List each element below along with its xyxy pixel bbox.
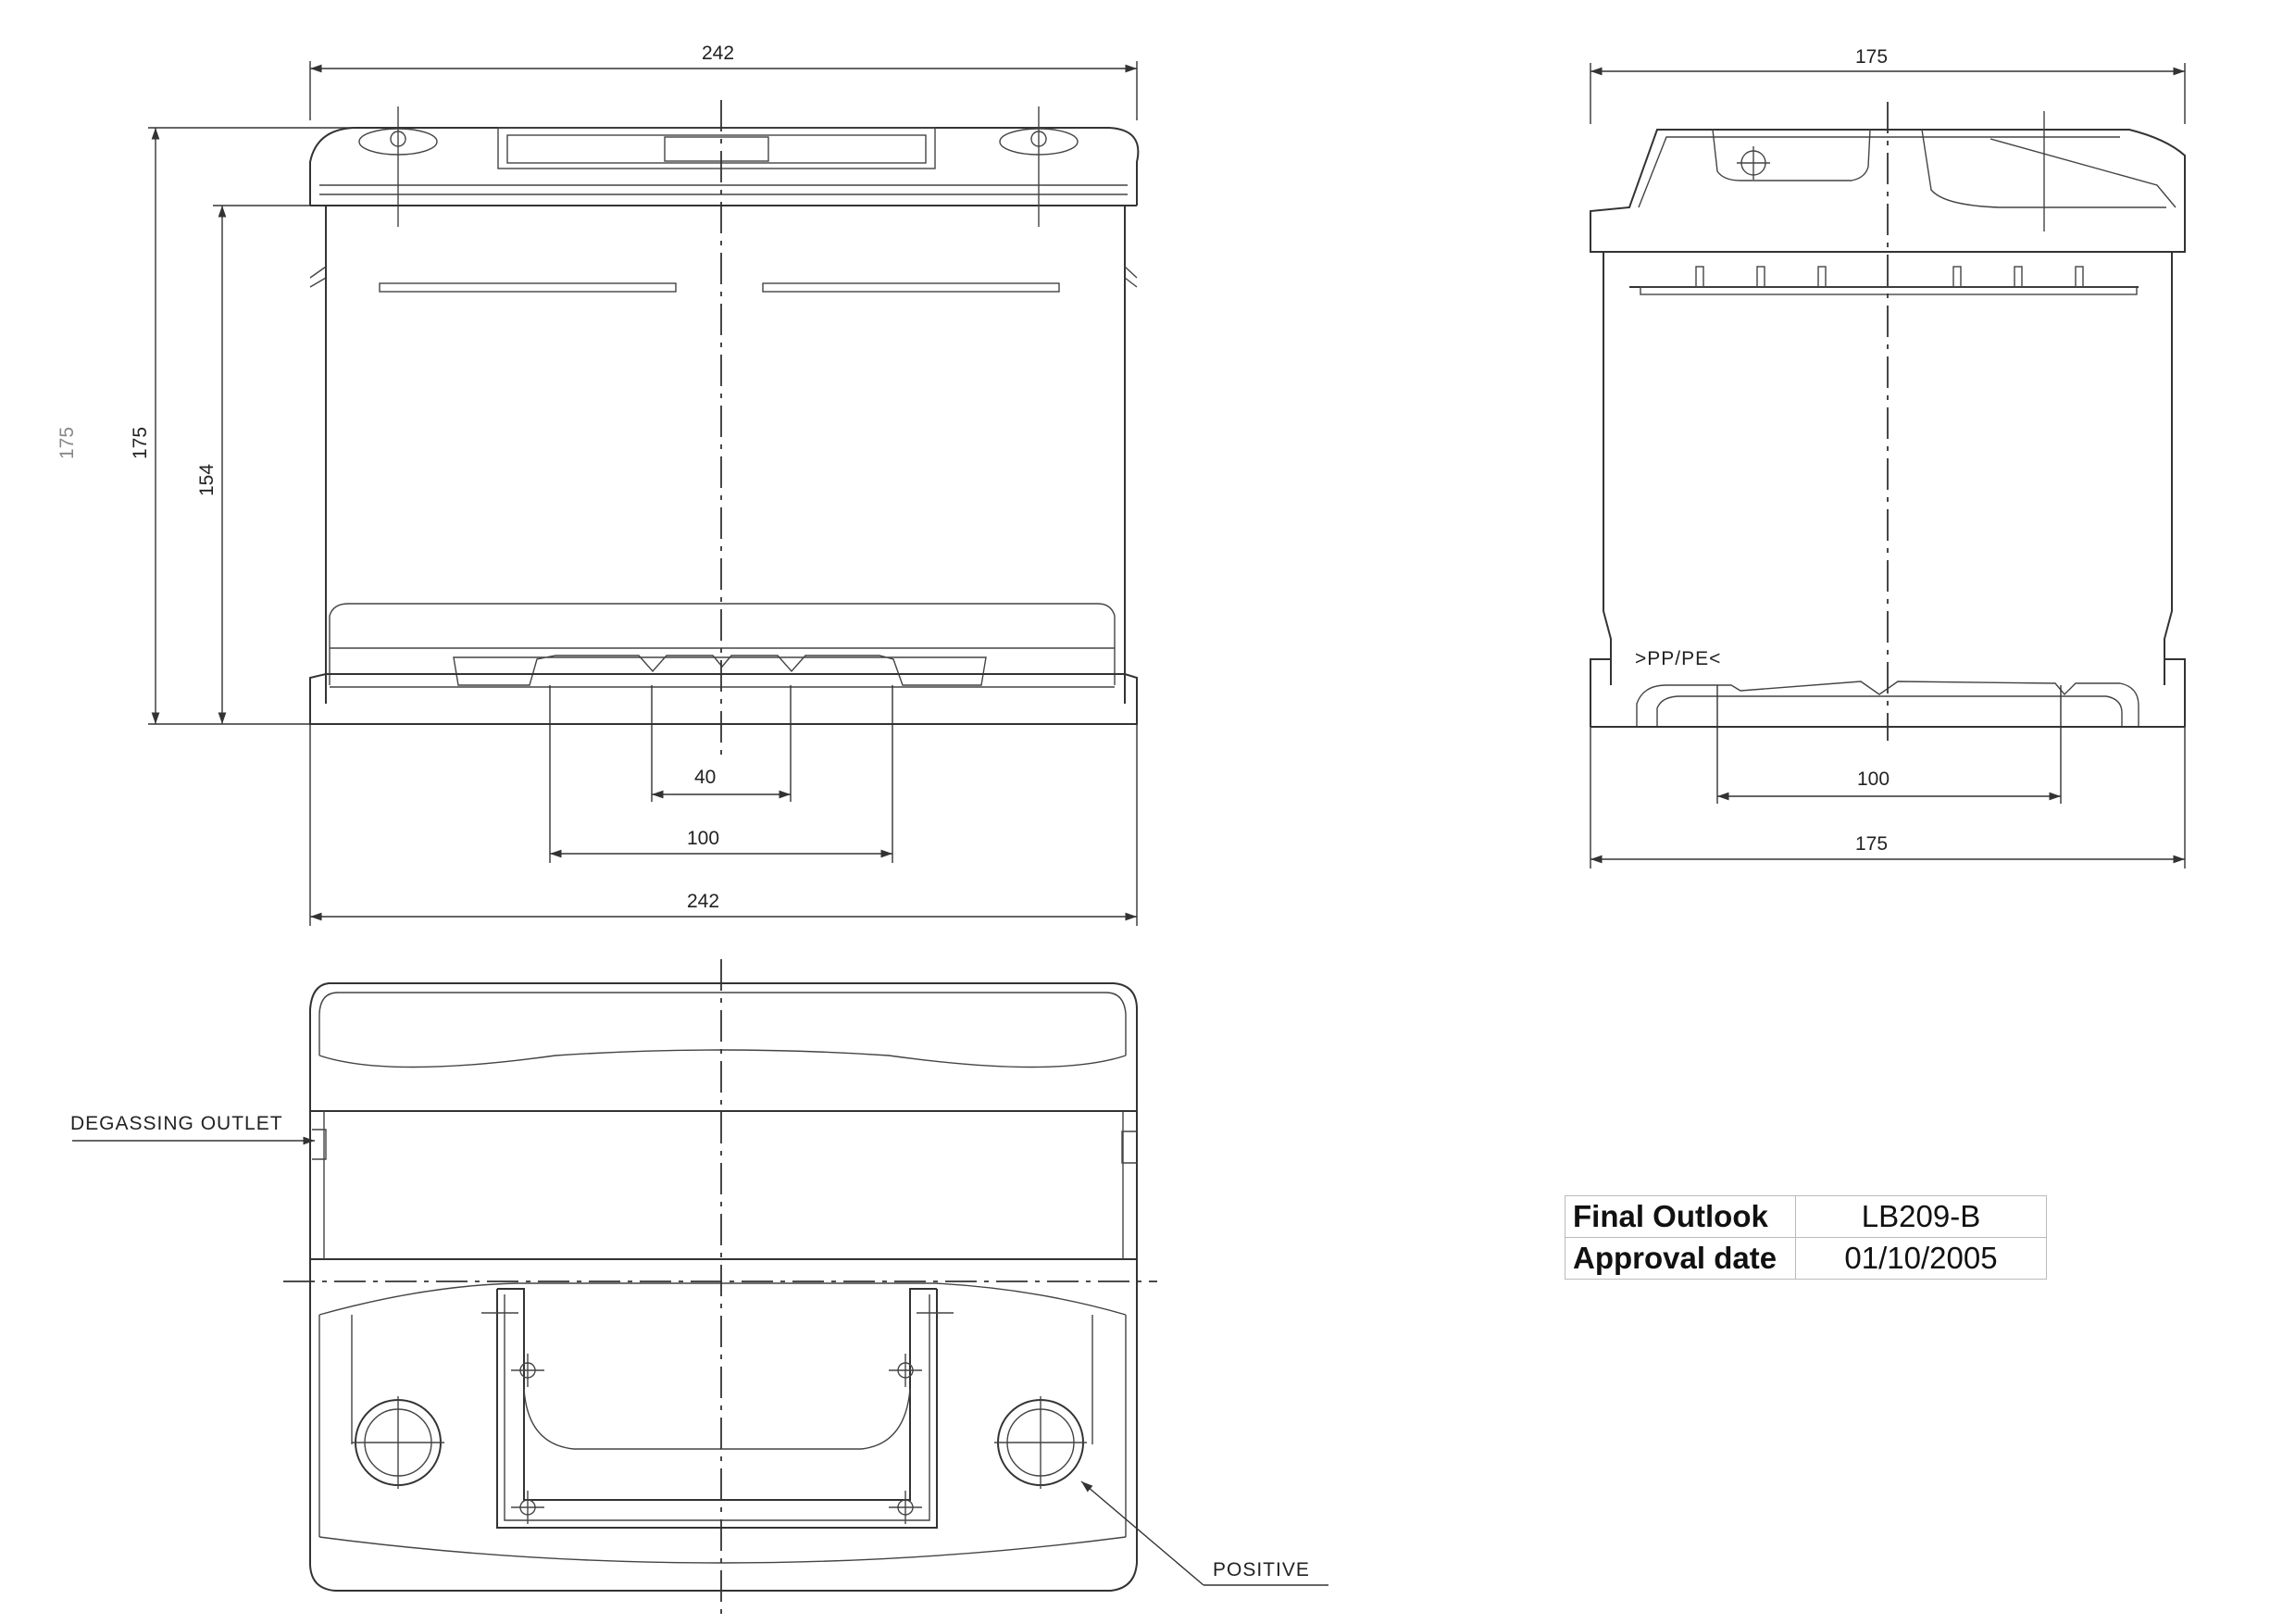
front-terminal-left — [359, 106, 437, 227]
front-dim-case-height: 154 — [196, 463, 218, 496]
degassing-outlet-label: DEGASSING OUTLET — [70, 1113, 283, 1134]
side-dim-spacing: 100 — [1857, 768, 1890, 790]
side-dim-top-width: 175 — [1855, 46, 1889, 68]
front-dim-total-height: 175 — [130, 426, 151, 459]
top-view — [70, 959, 1328, 1618]
front-dim-spacing-large: 100 — [687, 828, 720, 849]
side-dim-bottom-width: 175 — [1855, 833, 1889, 855]
approval-date-value: 01/10/2005 — [1796, 1238, 2047, 1280]
front-rib-right — [763, 283, 1059, 292]
table-row — [1565, 1238, 2047, 1280]
front-terminal-right — [1000, 106, 1078, 227]
table-row — [1565, 1196, 2047, 1238]
side-view — [1590, 46, 2185, 868]
front-view — [56, 43, 1138, 926]
front-rib-left — [380, 283, 676, 292]
side-ribs — [1696, 267, 2083, 287]
front-case — [326, 206, 1125, 704]
top-handle — [497, 1289, 937, 1528]
front-dim-bottom-width: 242 — [687, 891, 720, 912]
info-table — [1565, 1195, 2047, 1280]
front-foot-profile — [454, 656, 986, 685]
front-dim-spacing-small: 40 — [694, 767, 717, 788]
front-dim-top-width: 242 — [702, 43, 735, 64]
front-dim-total-height-faint: 175 — [56, 426, 78, 459]
handle-screws — [481, 1313, 954, 1524]
top-middle-band — [310, 1111, 1137, 1259]
final-outlook-label: Final Outlook — [1565, 1196, 1796, 1238]
top-terminal-positive — [994, 1396, 1087, 1489]
approval-date-label: Approval date — [1565, 1238, 1796, 1280]
degassing-outlet-right — [1122, 1131, 1137, 1163]
positive-label: POSITIVE — [1213, 1559, 1310, 1580]
top-terminal-negative — [352, 1396, 444, 1489]
front-base — [310, 674, 1137, 724]
side-material-mark: >PP/PE< — [1635, 648, 1722, 669]
final-outlook-value: LB209-B — [1796, 1196, 2047, 1238]
